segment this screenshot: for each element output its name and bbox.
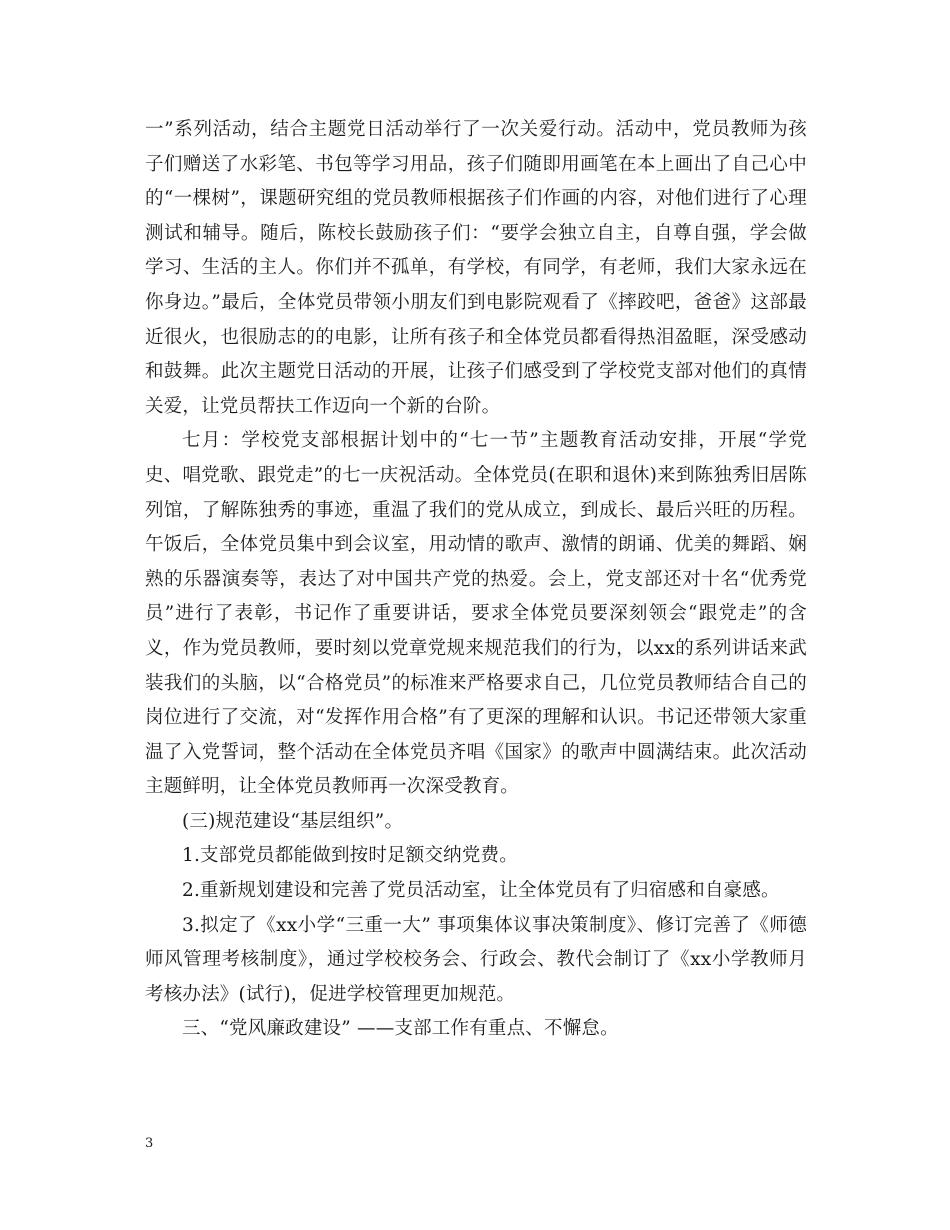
list-item-2: 2.重新规划建设和完善了党员活动室，让全体党员有了归宿感和自豪感。	[182, 880, 780, 902]
paragraph-continuation: 一”系列活动，结合主题党日活动举行了一次关爱行动。活动中，党员教师为孩子们赠送了水彩笔、书包等学习用品，孩子们随即用画笔在本上画出了自己心中的“一棵树”，课题研究组的党员教师根据孩子们作画的内容，对他们进行了心理测试和辅导。随后，陈校长鼓励孩子们：“要学会独立自主，自尊自强，学会做学习、生活的主人。你们并不孤单，有学校，有同学，有老师，我们大家永远在你身边。”最后，全体党员带领小朋友们到电影院观看了《摔跤吧，爸爸》这部最近很火，也很励志的的电影，让所有孩子和全体党员都看得热泪盈眶，深受感动和鼓舞。此次主题党日活动的开展，让孩子们感受到了学校党支部对他们的真情关爱，让党员帮扶工作迈向一个新的台阶。	[145, 119, 807, 417]
paragraph-july-activity: 七月：学校党支部根据计划中的“七一节”主题教育活动安排，开展“学党史、唱党歌、跟党走”的七一庆祝活动。全体党员(在职和退休)来到陈独秀旧居陈列馆，了解陈独秀的事迹，重温了我们的党从成立，到成长、最后兴旺的历程。午饭后，全体党员集中到会议室，用动情的歌声、激情的朗诵、优美的舞蹈、娴熟的乐器演奏等，表达了对中国共产党的热爱。会上，党支部还对十名“优秀党员”进行了表彰，书记作了重要讲话，要求全体党员要深刻领会“跟党走”的含义，作为党员教师，要时刻以党章党规来规范我们的行为，以xx的系列讲话来武装我们的头脑，以“合格党员”的标准来严格要求自己，几位党员教师结合自己的岗位进行了交流，对“发挥作用合格”有了更深的理解和认识。书记还带领大家重温了入党誓词，整个活动在全体党员齐唱《国家》的歌声中圆满结束。此次活动主题鲜明，让全体党员教师再一次深受教育。	[145, 430, 807, 798]
page-number: 3	[145, 1136, 154, 1151]
section-heading-integrity: 三、“党风廉政建设” ——支部工作有重点、不懈怠。	[182, 1018, 619, 1040]
list-item-3: 3.拟定了《xx小学“三重一大” 事项集体议事决策制度》、修订完善了《师德师风管理考核制度》，通过学校校务会、行政会、教代会制订了《xx小学教师月考核办法》(试行)，促进学校管理更加规范。	[145, 914, 807, 1005]
list-item-1: 1.支部党员都能做到按时足额交纳党费。	[182, 845, 518, 867]
document-body	[145, 113, 807, 1047]
section-heading-grassroots: (三)规范建设“基层组织”。	[182, 810, 404, 832]
